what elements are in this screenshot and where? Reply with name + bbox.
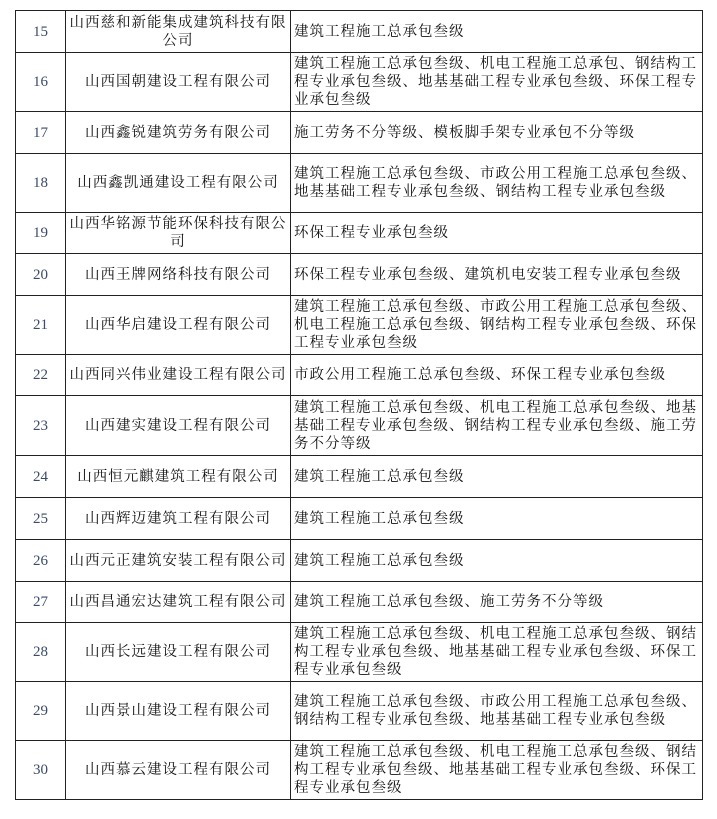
row-number: 24 xyxy=(16,456,66,498)
company-name: 山西昌通宏达建筑工程有限公司 xyxy=(66,582,291,623)
table-row xyxy=(16,213,703,254)
qualification: 建筑工程施工总承包叁级 xyxy=(291,498,703,540)
qualification: 建筑工程施工总承包叁级、机电工程施工总承包叁级、钢结构工程专业承包叁级、地基基础工程专业承包叁级、环保工程专业承包叁级 xyxy=(291,741,703,800)
qualification: 市政公用工程施工总承包叁级、环保工程专业承包叁级 xyxy=(291,355,703,396)
table-row xyxy=(16,296,703,355)
row-number: 21 xyxy=(16,296,66,355)
company-name: 山西建实建设工程有限公司 xyxy=(66,396,291,456)
table-row xyxy=(16,112,703,154)
table-row xyxy=(16,582,703,623)
qualification: 环保工程专业承包叁级、建筑机电安装工程专业承包叁级 xyxy=(291,254,703,296)
company-name: 山西景山建设工程有限公司 xyxy=(66,682,291,741)
qualification: 建筑工程施工总承包叁级、市政公用工程施工总承包叁级、地基基础工程专业承包叁级、钢结构工程专业承包叁级 xyxy=(291,154,703,213)
table-row xyxy=(16,53,703,112)
table-row xyxy=(16,456,703,498)
company-qualification-table xyxy=(15,10,703,800)
company-name: 山西辉迈建筑工程有限公司 xyxy=(66,498,291,540)
table-row xyxy=(16,540,703,582)
qualification: 环保工程专业承包叁级 xyxy=(291,213,703,254)
table-row xyxy=(16,154,703,213)
row-number: 23 xyxy=(16,396,66,456)
table-row xyxy=(16,254,703,296)
company-name: 山西鑫凯通建设工程有限公司 xyxy=(66,154,291,213)
company-name: 山西元正建筑安装工程有限公司 xyxy=(66,540,291,582)
qualification: 建筑工程施工总承包叁级、施工劳务不分等级 xyxy=(291,582,703,623)
qualification: 建筑工程施工总承包叁级、机电工程施工总承包、钢结构工程专业承包叁级、地基基础工程专业承包叁级、环保工程专业承包叁级 xyxy=(291,53,703,112)
table-body xyxy=(16,11,703,800)
qualification: 建筑工程施工总承包叁级 xyxy=(291,456,703,498)
row-number: 27 xyxy=(16,582,66,623)
row-number: 17 xyxy=(16,112,66,154)
qualification: 建筑工程施工总承包叁级、市政公用工程施工总承包叁级、钢结构工程专业承包叁级、地基基础工程专业承包叁级 xyxy=(291,682,703,741)
qualification: 建筑工程施工总承包叁级 xyxy=(291,540,703,582)
row-number: 29 xyxy=(16,682,66,741)
row-number: 22 xyxy=(16,355,66,396)
qualification: 建筑工程施工总承包叁级、市政公用工程施工总承包叁级、机电工程施工总承包叁级、钢结构工程专业承包叁级、环保工程专业承包叁级 xyxy=(291,296,703,355)
row-number: 19 xyxy=(16,213,66,254)
company-name: 山西鑫锐建筑劳务有限公司 xyxy=(66,112,291,154)
company-name: 山西华铭源节能环保科技有限公司 xyxy=(66,213,291,254)
table-row xyxy=(16,682,703,741)
company-name: 山西同兴伟业建设工程有限公司 xyxy=(66,355,291,396)
row-number: 28 xyxy=(16,623,66,682)
company-name: 山西国朝建设工程有限公司 xyxy=(66,53,291,112)
table-row xyxy=(16,396,703,456)
company-name: 山西慕云建设工程有限公司 xyxy=(66,741,291,800)
table-row xyxy=(16,741,703,800)
row-number: 18 xyxy=(16,154,66,213)
qualification: 建筑工程施工总承包叁级、机电工程施工总承包叁级、钢结构工程专业承包叁级、地基基础工程专业承包叁级、环保工程专业承包叁级 xyxy=(291,623,703,682)
table-row xyxy=(16,623,703,682)
company-name: 山西慈和新能集成建筑科技有限公司 xyxy=(66,11,291,53)
qualification: 建筑工程施工总承包叁级 xyxy=(291,11,703,53)
qualification: 施工劳务不分等级、模板脚手架专业承包不分等级 xyxy=(291,112,703,154)
qualification: 建筑工程施工总承包叁级、机电工程施工总承包叁级、地基基础工程专业承包叁级、钢结构工程专业承包叁级、施工劳务不分等级 xyxy=(291,396,703,456)
row-number: 16 xyxy=(16,53,66,112)
row-number: 15 xyxy=(16,11,66,53)
row-number: 26 xyxy=(16,540,66,582)
company-name: 山西长远建设工程有限公司 xyxy=(66,623,291,682)
company-name: 山西华启建设工程有限公司 xyxy=(66,296,291,355)
table-row xyxy=(16,355,703,396)
company-name: 山西恒元麒建筑工程有限公司 xyxy=(66,456,291,498)
company-name: 山西王牌网络科技有限公司 xyxy=(66,254,291,296)
row-number: 30 xyxy=(16,741,66,800)
table-row xyxy=(16,498,703,540)
row-number: 25 xyxy=(16,498,66,540)
row-number: 20 xyxy=(16,254,66,296)
table-row xyxy=(16,11,703,53)
